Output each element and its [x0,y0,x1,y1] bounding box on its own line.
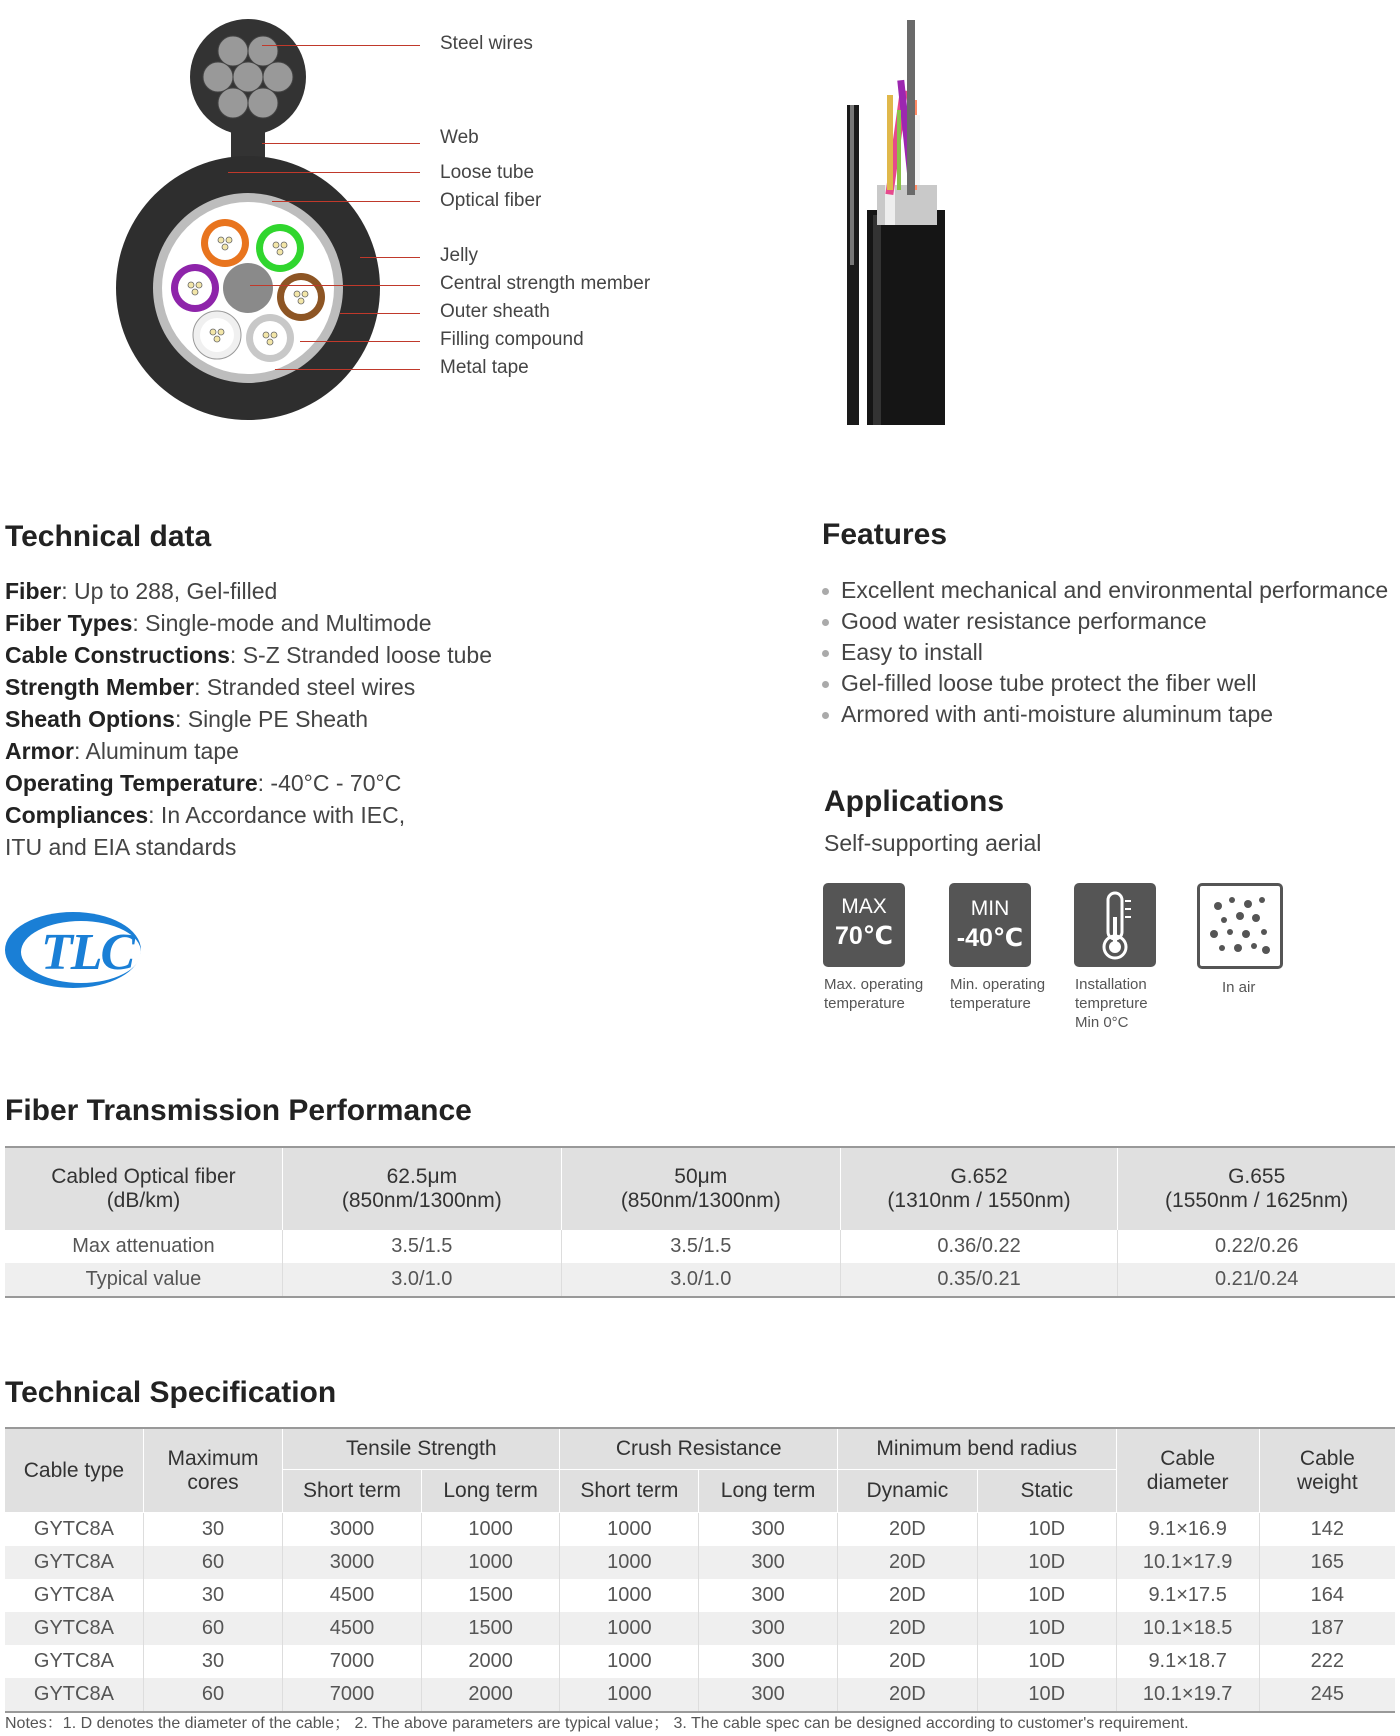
perf-table-title: Fiber Transmission Performance [5,1094,472,1127]
bullet-icon [822,619,829,626]
table-cell: 10D [977,1645,1116,1678]
min-temp-icon: MIN -40℃ [949,883,1031,967]
table-row [5,1612,1395,1645]
table-cell: 10.1×17.9 [1116,1546,1259,1579]
feature-item: Excellent mechanical and environmental performance [822,577,1388,604]
table-cell: 1000 [560,1546,699,1579]
table-cell: 1000 [421,1513,560,1547]
table-cell: 4500 [283,1612,422,1645]
td-armor: Armor: Aluminum tape [5,738,239,764]
table-cell: 300 [699,1612,838,1645]
table-cell: 60 [143,1546,282,1579]
max-temp-icon: MAX 70℃ [823,883,905,967]
label-metal-tape: Metal tape [440,357,529,378]
in-air-icon [1197,883,1283,969]
perf-header-g652: G.652 (1310nm / 1550nm) [840,1147,1118,1230]
table-cell: Typical value [5,1263,282,1297]
table-cell: 1000 [560,1678,699,1712]
table-cell: 10D [977,1546,1116,1579]
bullet-icon [822,712,829,719]
table-cell: 20D [837,1579,977,1612]
table-cell: 245 [1259,1678,1395,1712]
perf-header-g655: G.655 (1550nm / 1625nm) [1118,1147,1395,1230]
spec-header-static: Static [977,1470,1116,1513]
td-compliances-cont: ITU and EIA standards [5,834,237,860]
table-cell: 164 [1259,1579,1395,1612]
table-cell: 9.1×16.9 [1116,1513,1259,1547]
label-optical-fiber: Optical fiber [440,190,542,211]
label-loose-tube: Loose tube [440,162,535,183]
table-cell: 222 [1259,1645,1395,1678]
table-cell: 3000 [283,1546,422,1579]
spec-header-crush-long: Long term [699,1470,838,1513]
table-row [5,1230,1395,1263]
table-cell: GYTC8A [5,1678,143,1712]
table-cell: 1000 [560,1579,699,1612]
table-cell: 0.36/0.22 [840,1230,1118,1263]
perf-table [5,1146,1395,1298]
applications-text: Self-supporting aerial [824,830,1042,856]
table-cell: 7000 [283,1678,422,1712]
table-row [5,1546,1395,1579]
table-cell: 10D [977,1513,1116,1547]
perf-header-fiber: Cabled Optical fiber (dB/km) [5,1147,282,1230]
table-cell: GYTC8A [33,1518,114,1540]
spec-header-diameter: Cable diameter [1116,1428,1259,1513]
label-filling-compound: Filling compound [440,329,584,350]
perf-header-62: 62.5μm (850nm/1300nm) [282,1147,561,1230]
table-cell: Max attenuation [72,1235,215,1257]
table-row [5,1263,1395,1297]
td-fiber-types: Fiber Types: Single-mode and Multimode [5,610,432,636]
td-sheath-options: Sheath Options: Single PE Sheath [5,706,369,732]
bullet-icon [822,681,829,688]
table-cell: 10D [977,1678,1116,1712]
table-row [5,1513,1395,1547]
table-cell: 9.1×18.7 [1116,1645,1259,1678]
td-compliances: Compliances: In Accordance with IEC, [5,802,406,828]
td-operating-temperature: Operating Temperature: -40°C - 70°C [5,770,402,796]
tlc-logo-text: TLC [41,924,134,981]
applications-title: Applications [824,785,1005,818]
table-cell: 3.5/1.5 [282,1230,561,1263]
feature-item: Easy to install [822,639,983,666]
table-cell: 60 [143,1612,282,1645]
table-cell: 300 [699,1513,838,1547]
table-cell: 7000 [283,1645,422,1678]
table-cell: 300 [699,1546,838,1579]
table-cell: 187 [1259,1612,1395,1645]
spec-header-tensile: Tensile Strength [283,1428,560,1470]
table-cell: 300 [699,1678,838,1712]
spec-header-tensile-short: Short term [283,1470,422,1513]
spec-table-title: Technical Specification [5,1376,337,1409]
td-fiber: Fiber: Up to 288, Gel-filled [5,578,278,604]
table-cell: 1000 [421,1546,560,1579]
table-cell: 20D [837,1546,977,1579]
technical-data-title: Technical data [5,520,212,553]
table-cell: 142 [1259,1513,1395,1547]
table-cell: 0.21/0.24 [1118,1263,1395,1297]
table-row [5,1645,1395,1678]
table-cell: 1500 [421,1579,560,1612]
table-cell: 300 [699,1579,838,1612]
table-cell: 3.0/1.0 [561,1263,840,1297]
table-cell: 30 [143,1645,282,1678]
label-web: Web [440,127,479,148]
table-cell: GYTC8A [33,1584,114,1606]
table-cell: 1000 [560,1612,699,1645]
table-cell: 30 [143,1513,282,1547]
table-cell: 20D [837,1645,977,1678]
notes: Notes：1. D denotes the diameter of the cable； 2. The above parameters are typical value； 3. The cable spec can be designed according to customer's requirement. [5,1715,1189,1732]
spec-header-max-cores: Maximum cores [143,1428,282,1513]
min-temp-caption: Min. operating temperature [950,976,1046,1012]
feature-item: Good water resistance performance [822,608,1207,635]
table-cell: GYTC8A [33,1650,114,1672]
label-central-strength-member: Central strength member [440,273,651,294]
table-cell: 1000 [560,1513,699,1547]
table-cell: 10D [977,1579,1116,1612]
table-cell: 10D [977,1612,1116,1645]
table-cell: 10.1×18.5 [1116,1612,1259,1645]
table-cell: 20D [837,1612,977,1645]
table-cell: 300 [699,1645,838,1678]
table-cell: 1500 [421,1612,560,1645]
label-steel-wires: Steel wires [440,33,533,54]
table-cell: 3.5/1.5 [561,1230,840,1263]
table-cell: 20D [837,1513,977,1547]
table-cell: 9.1×17.5 [1116,1579,1259,1612]
table-cell: 60 [143,1678,282,1712]
spec-header-cable-type: Cable type [5,1428,143,1513]
spec-table [5,1427,1395,1713]
table-cell: 3000 [283,1513,422,1547]
table-cell: 2000 [421,1645,560,1678]
table-cell: 3.0/1.0 [282,1263,561,1297]
table-row [5,1678,1395,1712]
spec-header-crush: Crush Resistance [560,1428,837,1470]
spec-header-tensile-long: Long term [421,1470,560,1513]
label-jelly: Jelly [440,245,479,266]
cable-photo [815,20,955,425]
table-cell: 30 [143,1579,282,1612]
feature-item: Gel-filled loose tube protect the fiber well [822,670,1257,697]
table-cell: GYTC8A [5,1612,143,1645]
max-temp-caption: Max. operating temperature [824,976,924,1012]
table-row [5,1579,1395,1612]
install-temp-caption: Installation tempreture Min 0°C [1075,976,1148,1031]
table-cell: 4500 [283,1579,422,1612]
table-cell: GYTC8A [5,1546,143,1579]
thermometer-icon [1074,883,1156,967]
features-title: Features [822,518,948,551]
td-cable-constructions: Cable Constructions: S-Z Stranded loose tube [5,642,493,668]
tlc-logo [5,905,145,995]
spec-header-bend: Minimum bend radius [837,1428,1116,1470]
in-air-caption: In air [1222,979,1256,996]
bullet-icon [822,588,829,595]
spec-header-dynamic: Dynamic [837,1470,977,1513]
cable-cross-section-diagram [110,15,400,425]
perf-header-50: 50μm (850nm/1300nm) [561,1147,840,1230]
table-cell: 0.22/0.26 [1118,1230,1395,1263]
table-cell: 20D [837,1678,977,1712]
table-cell: 10.1×19.7 [1116,1678,1259,1712]
label-outer-sheath: Outer sheath [440,301,550,322]
td-strength-member: Strength Member: Stranded steel wires [5,674,416,700]
bullet-icon [822,650,829,657]
spec-header-weight: Cable weight [1259,1428,1395,1513]
spec-header-crush-short: Short term [560,1470,699,1513]
table-cell: 0.35/0.21 [840,1263,1118,1297]
table-cell: 2000 [421,1678,560,1712]
feature-item: Armored with anti-moisture aluminum tape [822,701,1273,728]
table-cell: 1000 [560,1645,699,1678]
table-cell: 165 [1259,1546,1395,1579]
